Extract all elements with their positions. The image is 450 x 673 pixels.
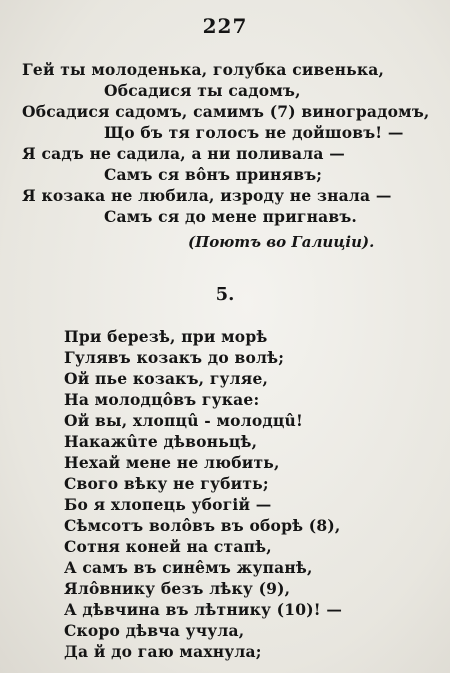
poem2-line: Накажûте дѣвоньцѣ, <box>64 432 258 451</box>
poem2-line: А дѣвчина въ лѣтнику (10)! — <box>64 600 343 619</box>
poem1-line: Самъ ся до мене пригнавъ. <box>104 207 358 226</box>
attribution: (Поютъ во Галиціи). <box>188 233 375 251</box>
poem2-line: Да й до гаю махнула; <box>64 642 262 661</box>
poem2-line: Свого вѣку не губить; <box>64 474 269 493</box>
poem2-line: При березѣ, при морѣ <box>64 327 268 346</box>
poem1-line: Що бъ тя голосъ не дойшовъ! — <box>104 123 404 142</box>
poem2-line: Ой пье козакъ, гуляе, <box>64 369 269 388</box>
poem1-line: Я садъ не садила, а ни поливала — <box>22 144 345 163</box>
poem2-line: Ялôвнику безъ лѣку (9), <box>64 579 291 598</box>
poem2-line: Ой вы, хлопцû - молодцû! <box>64 411 304 430</box>
poem2-line: На молодцôвъ гукае: <box>64 390 260 409</box>
section-number: 5. <box>215 284 235 305</box>
poem1-line: Обсадися ты садомъ, <box>104 81 301 100</box>
poem2-line: Гулявъ козакъ до волѣ; <box>64 348 285 367</box>
poem2-line: Сотня коней на стапѣ, <box>64 537 272 556</box>
poem1-line: Обсадися садомъ, самимъ (7) виноградомъ, <box>22 102 430 121</box>
poem2-line: А самъ въ синêмъ жупанѣ, <box>64 558 313 577</box>
poem1-line: Гей ты молоденька, голубка сивенька, <box>22 60 385 79</box>
poem2-line: Бо я хлопець убогій — <box>64 495 272 514</box>
poem2-line: Сѣмсотъ волôвъ въ оборѣ (8), <box>64 516 341 535</box>
page-number: 227 <box>202 14 248 38</box>
poem1-line: Я козака не любила, изроду не знала — <box>22 186 392 205</box>
poem2-line: Нехай мене не любить, <box>64 453 280 472</box>
poem1-line: Самъ ся вôнъ принявъ; <box>104 165 323 184</box>
poem2-line: Скоро дѣвча учула, <box>64 621 245 640</box>
